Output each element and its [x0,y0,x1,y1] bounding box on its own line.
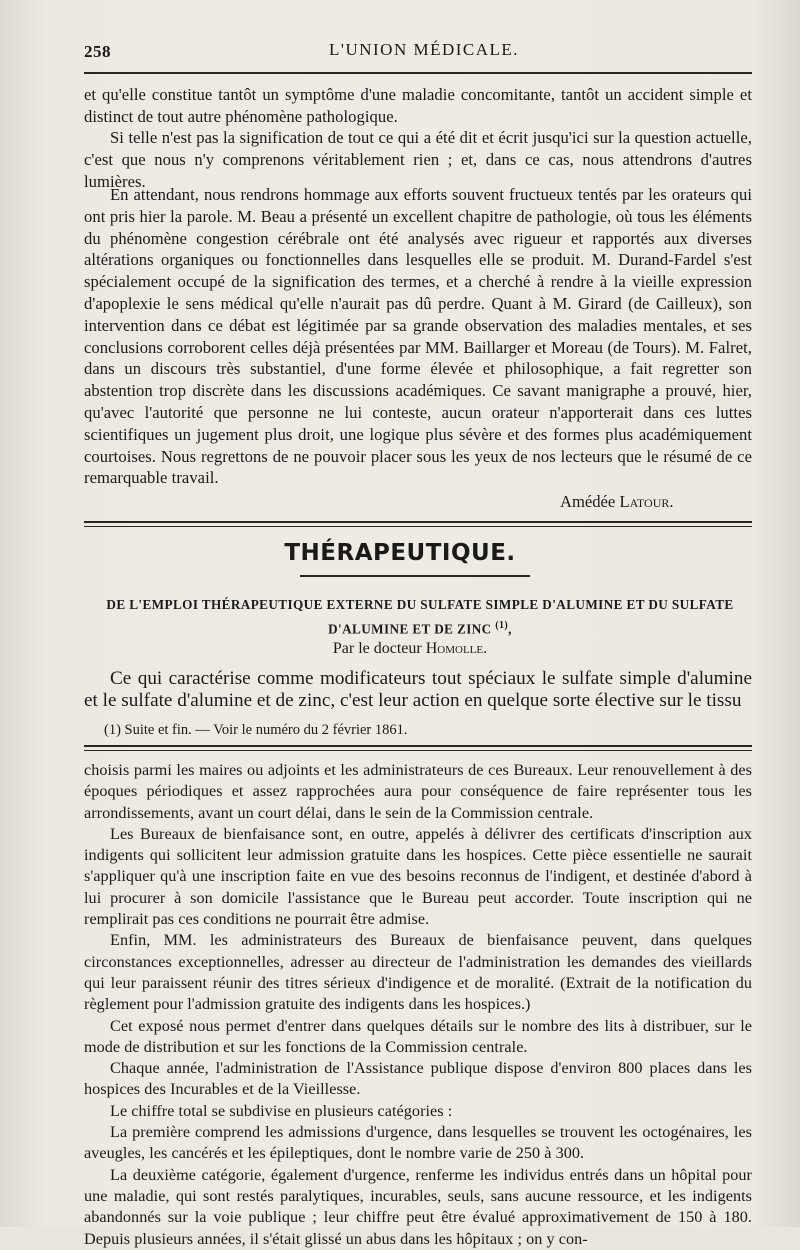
section-title-underline [300,575,530,577]
article-title [90,594,750,639]
footnote-ref: (1) [495,620,509,631]
article-title-line-2-text: D'ALUMINE ET DE ZINC [328,621,492,637]
feuilleton-paragraph-1: choisis parmi les maires ou adjoints et les administrateurs de ces Bureaux. Leur renouvellement à des époques périodiques et assez rapprochées aura pour conséquence de faire représenter tous les arrondissements, avant un court délai, dans le sein de la Commission centrale. [84,761,752,822]
header-rule [84,72,752,74]
article-paragraph-3: En attendant, nous rendrons hommage aux efforts souvent fructueux tentés par les orateurs qui ont pris hier la parole. M. Beau a présenté un excellent chapitre de pathologie, où tous les éléments du phénomène congestion cérébrale ont été analysés avec rigueur et rapportés aux diverses altérations organiques ou fonctionnelles dans lesquelles elle se produit. M. Durand-Fardel s'est spécialement occupé de la signification des termes, et a cherché à rendre à la vieille expression d'apoplexie le sens médical qu'elle n'aurait pas dû perdre. Quant à M. Girard (de Cailleux), son intervention dans ce débat est légitimée par sa grande observation des maladies mentales, et ses conclusions corroborent celles déjà présentées par MM. Baillarger et Moreau (de Tours). M. Falret, dans un discours très substantiel, d'une forme élevée et philosophique, a fait regretter son abstention trop discrète dans les discussions académiques. Ce savant manigraphe a prouvé, hier, qu'avec l'autorité que personne ne lui conteste, aucun orateur n'apporterait dans ces luttes scientifiques un jugement plus droit, une logique plus sévère et des formes plus académiquement courtoises. Nous regrettons de ne pouvoir placer sous les yeux de nos lecteurs que le résumé de ce remarquable travail. [84,185,752,488]
feuilleton-divider-thin [84,750,752,751]
feuilleton-paragraph-8: La deuxième catégorie, également d'urgence, renferme les individus entrés dans un hôpital pour une maladie, qui sont restés paralytiques, incurables, seuls, sans aucune ressource, et les indigents abandonnés sur la voie publique ; leur chiffre peut être évalué approximativement de 150 à 180. Depuis plusieurs années, il s'était glissé un abus dans les hôpitaux ; on y con- [84,1165,752,1248]
page-header [84,36,752,64]
article-title-line-1: DE L'EMPLOI THÉRAPEUTIQUE EXTERNE DU SULFATE SIMPLE D'ALUMINE ET DU SULFATE [106,597,734,612]
section-title: THÉRAPEUTIQUE. [284,540,516,566]
page-number: 258 [84,42,111,61]
section-divider-thin [84,526,752,527]
feuilleton-paragraph-6: Le chiffre total se subdivise en plusieurs catégories : [110,1101,453,1120]
feuilleton-paragraph-5: Chaque année, l'administration de l'Assistance publique dispose d'environ 800 places dans les hospices des Incurables et de la Vieillesse. [84,1059,752,1099]
feuilleton-paragraph-7: La première comprend les admissions d'urgence, dans lesquelles se trouvent les octogénaires, les aveugles, les cancérés et les épileptiques, dont le nombre varie de 250 à 300. [84,1123,752,1163]
author-signature [560,492,674,512]
feuilleton-paragraph-4: Cet exposé nous permet d'entrer dans quelques détails sur le nombre des lits à distribuer, sur le mode de distribution et sur les fonctions de la Commission centrale. [84,1016,752,1056]
article-title-line-2 [90,615,750,639]
feuilleton-divider [84,745,752,747]
byline-author: Homolle. [425,640,488,657]
feuilleton-paragraph-3: Enfin, MM. les administrateurs des Bureaux de bienfaisance peuvent, dans quelques circonstances exceptionnelles, adresser au directeur de l'administration les demandes des vieillards qui leur paraissent réunir des titres sérieux d'indigence et de moralité. (Extrait de la notification du règlement pour l'admission gratuite des indigents dans les hospices.) [84,931,752,1014]
signature-last-name: Latour. [619,492,674,511]
section-divider [84,521,752,523]
article-lead-paragraph: Ce qui caractérise comme modificateurs tout spéciaux le sulfate simple d'alumine et le sulfate d'alumine et de zinc, c'est leur action en quelque sorte élective sur le tissu [84,668,752,711]
byline [0,640,800,658]
article-title-comma: , [508,621,512,637]
article-paragraph-2: Si telle n'est pas la signification de tout ce qui a été dit et écrit jusqu'ici sur la question actuelle, c'est que nous n'y comprenons véritablement rien ; et, dans ce cas, nous attendrons d'autres lumières. [84,128,752,191]
byline-prefix: Par le docteur [332,640,422,657]
signature-first-name: Amédée [560,492,616,511]
footnote: (1) Suite et fin. — Voir le numéro du 2 février 1861. [104,722,408,738]
feuilleton-column [84,760,752,1250]
feuilleton-paragraph-2: Les Bureaux de bienfaisance sont, en outre, appelés à délivrer des certificats d'inscription aux indigents qui sollicitent leur admission gratuite dans les hospices. Cette pièce essentielle ne saurait s'appliquer qu'à une inscription faite en vue des besoins reconnus de l'indigent, et destinée d'abord à lui procurer à son domicile l'assistance que le Bureau peut accorder. Toute inscription qui ne remplirait pas ces conditions ne pourrait être admise. [84,824,752,929]
running-title: L'UNION MÉDICALE. [329,40,520,59]
article-paragraph-1: et qu'elle constitue tantôt un symptôme d'une maladie concomitante, tantôt un accident simple et distinct de tout autre phénomène pathologique. [84,85,752,126]
